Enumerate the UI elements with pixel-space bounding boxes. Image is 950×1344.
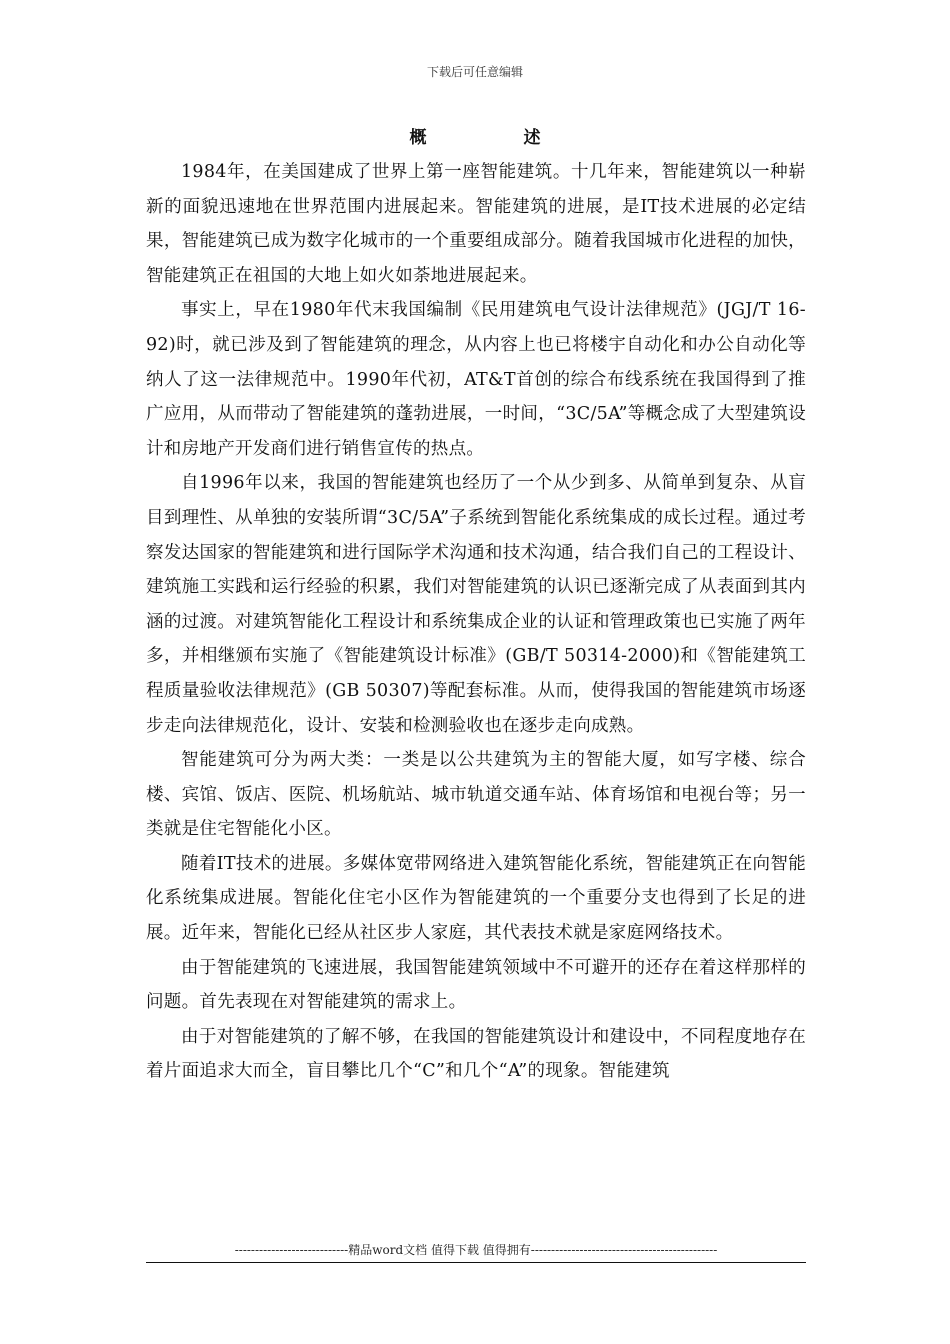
- paragraph: 随着IT技术的进展。多媒体宽带网络进入建筑智能化系统，智能建筑正在向智能化系统集成进展。智能化住宅小区作为智能建筑的一个重要分支也得到了长足的进展。近年来，智能化已经从社区步人家庭，其代表技术就是家庭网络技术。: [146, 853, 806, 944]
- page-footer: ----------------------------精品word文档 值得下载 值得拥有----------------------------------------------: [234, 1243, 718, 1257]
- paragraph: 由于对智能建筑的了解不够，在我国的智能建筑设计和建设中，不同程度地存在着片面追求大而全，盲目攀比几个“C”和几个“A”的现象。智能建筑: [146, 1026, 806, 1082]
- paragraph: 由于智能建筑的飞速进展，我国智能建筑领域中不可避开的还存在着这样那样的问题。首先表现在对智能建筑的需求上。: [146, 957, 806, 1013]
- paragraph: 1984年，在美国建成了世界上第一座智能建筑。十几年来，智能建筑以一种崭新的面貌迅速地在世界范围内进展起来。智能建筑的进展，是IT技术进展的必定结果，智能建筑已成为数字化城市的一个重要组成部分。随着我国城市化进程的加快，智能建筑正在祖国的大地上如火如荼地进展起来。: [146, 162, 806, 286]
- document-title: 概 述: [409, 128, 581, 148]
- footer-divider: [146, 1262, 806, 1263]
- document-body: [146, 155, 806, 1089]
- paragraph: 智能建筑可分为两大类：一类是以公共建筑为主的智能大厦，如写字楼、综合楼、宾馆、饭店、医院、机场航站、城市轨道交通车站、体育场馆和电视台等；另一类就是住宅智能化小区。: [146, 750, 806, 840]
- paragraph: 自1996年以来，我国的智能建筑也经历了一个从少到多、从简单到复杂、从盲目到理性、从单独的安装所谓“3C/5A”子系统到智能化系统集成的成长过程。通过考察发达国家的智能建筑和进行国际学术沟通和技术沟通，结合我们自己的工程设计、建筑施工实践和运行经验的积累，我们对智能建筑的认识已逐渐完成了从表面到其内涵的过渡。对建筑智能化工程设计和系统集成企业的认证和管理政策也已实施了两年多，并相继颁布实施了《智能建筑设计标准》(GB/T 50314-2000)和《智能建筑工程质量验收法律规范》(GB 50307)等配套标准。从而，使得我国的智能建筑市场逐步走向法律规范化，设计、安装和检测验收也在逐步走向成熟。: [146, 473, 806, 736]
- page-header: 下载后可任意编辑: [426, 65, 523, 79]
- paragraph: 事实上，早在1980年代末我国编制《民用建筑电气设计法律规范》(JGJ/T 16-92)时，就已涉及到了智能建筑的理念，从内容上也已将楼宇自动化和办公自动化等纳人了这一法律规范中。1990年代初，AT&T首创的综合布线系统在我国得到了推广应用，从而带动了智能建筑的蓬勃进展，一时间，“3C/5A”等概念成了大型建筑设计和房地产开发商们进行销售宣传的热点。: [146, 300, 806, 459]
